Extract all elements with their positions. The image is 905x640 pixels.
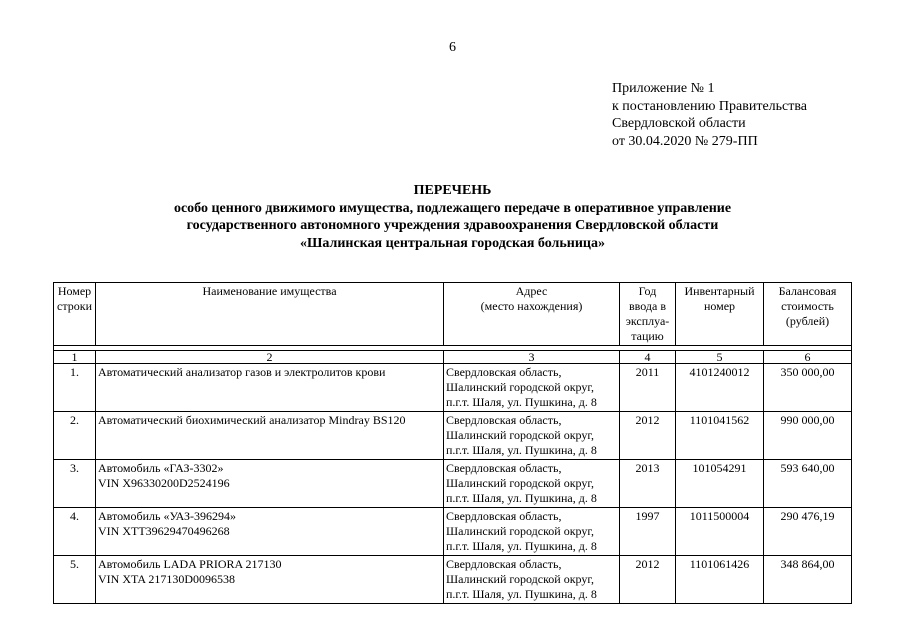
table-row xyxy=(54,364,852,412)
property-name: Автоматический анализатор газов и электролитов крови xyxy=(96,364,444,412)
page-number: 6 xyxy=(449,40,456,55)
inventory-number: 101054291 xyxy=(676,460,764,508)
balance-value: 348 864,00 xyxy=(764,556,852,604)
appendix-line: Свердловской области xyxy=(612,116,746,131)
title-line: «Шалинская центральная городская больница» xyxy=(299,235,606,251)
property-address: Свердловская область, Шалинский городской округ, п.г.т. Шаля, ул. Пушкина, д. 8 xyxy=(444,556,620,604)
commission-year: 2011 xyxy=(620,364,676,412)
inventory-number: 1101041562 xyxy=(676,412,764,460)
property-name: Автомобиль «УАЗ-396294» VIN XTT39629470496268 xyxy=(96,508,444,556)
column-number: 3 xyxy=(444,351,620,364)
table-row xyxy=(54,556,852,604)
inventory-number: 1011500004 xyxy=(676,508,764,556)
property-name: Автомобиль «ГАЗ-3302» VIN X96330200D2524196 xyxy=(96,460,444,508)
commission-year: 2012 xyxy=(620,412,676,460)
table-row xyxy=(54,508,852,556)
header-inventory-number: Инвентарный номер xyxy=(676,283,764,346)
column-number: 2 xyxy=(96,351,444,364)
property-name: Автоматический биохимический анализатор Mindray BS120 xyxy=(96,412,444,460)
property-name: Автомобиль LADA PRIORA 217130 VIN XTA 217130D0096538 xyxy=(96,556,444,604)
balance-value: 290 476,19 xyxy=(764,508,852,556)
balance-value: 350 000,00 xyxy=(764,364,852,412)
column-number: 5 xyxy=(676,351,764,364)
header-row-number: Номер строки xyxy=(54,283,96,346)
header-address: Адрес (место нахождения) xyxy=(444,283,620,346)
header-property-name: Наименование имущества xyxy=(96,283,444,346)
commission-year: 1997 xyxy=(620,508,676,556)
title-line: особо ценного движимого имущества, подлежащего передаче в оперативное управление xyxy=(173,200,732,216)
appendix-line: Приложение № 1 xyxy=(612,81,715,96)
table-row xyxy=(54,460,852,508)
commission-year: 2013 xyxy=(620,460,676,508)
row-number: 2. xyxy=(54,412,96,460)
balance-value: 990 000,00 xyxy=(764,412,852,460)
commission-year: 2012 xyxy=(620,556,676,604)
table-header-row xyxy=(54,283,852,346)
property-address: Свердловская область, Шалинский городской округ, п.г.т. Шаля, ул. Пушкина, д. 8 xyxy=(444,508,620,556)
header-balance-value: Балансовая стоимость (рублей) xyxy=(764,283,852,346)
column-number: 6 xyxy=(764,351,852,364)
property-address: Свердловская область, Шалинский городской округ, п.г.т. Шаля, ул. Пушкина, д. 8 xyxy=(444,364,620,412)
row-number: 1. xyxy=(54,364,96,412)
column-number: 1 xyxy=(54,351,96,364)
row-number: 5. xyxy=(54,556,96,604)
header-year: Год ввода в эксплуа- тацию xyxy=(620,283,676,346)
property-address: Свердловская область, Шалинский городской округ, п.г.т. Шаля, ул. Пушкина, д. 8 xyxy=(444,460,620,508)
inventory-number: 1101061426 xyxy=(676,556,764,604)
document-title xyxy=(0,182,905,252)
inventory-number: 4101240012 xyxy=(676,364,764,412)
property-address: Свердловская область, Шалинский городской округ, п.г.т. Шаля, ул. Пушкина, д. 8 xyxy=(444,412,620,460)
appendix-line: от 30.04.2020 № 279-ПП xyxy=(612,133,758,149)
appendix-block xyxy=(612,80,807,150)
appendix-line: к постановлению Правительства xyxy=(612,98,808,114)
title-heading: ПЕРЕЧЕНЬ xyxy=(413,183,492,198)
row-number: 4. xyxy=(54,508,96,556)
column-number: 4 xyxy=(620,351,676,364)
column-number-row xyxy=(54,351,852,364)
table-row xyxy=(54,412,852,460)
balance-value: 593 640,00 xyxy=(764,460,852,508)
property-table xyxy=(53,282,852,604)
title-line: государственного автономного учреждения здравоохранения Свердловской области xyxy=(186,218,719,233)
row-number: 3. xyxy=(54,460,96,508)
